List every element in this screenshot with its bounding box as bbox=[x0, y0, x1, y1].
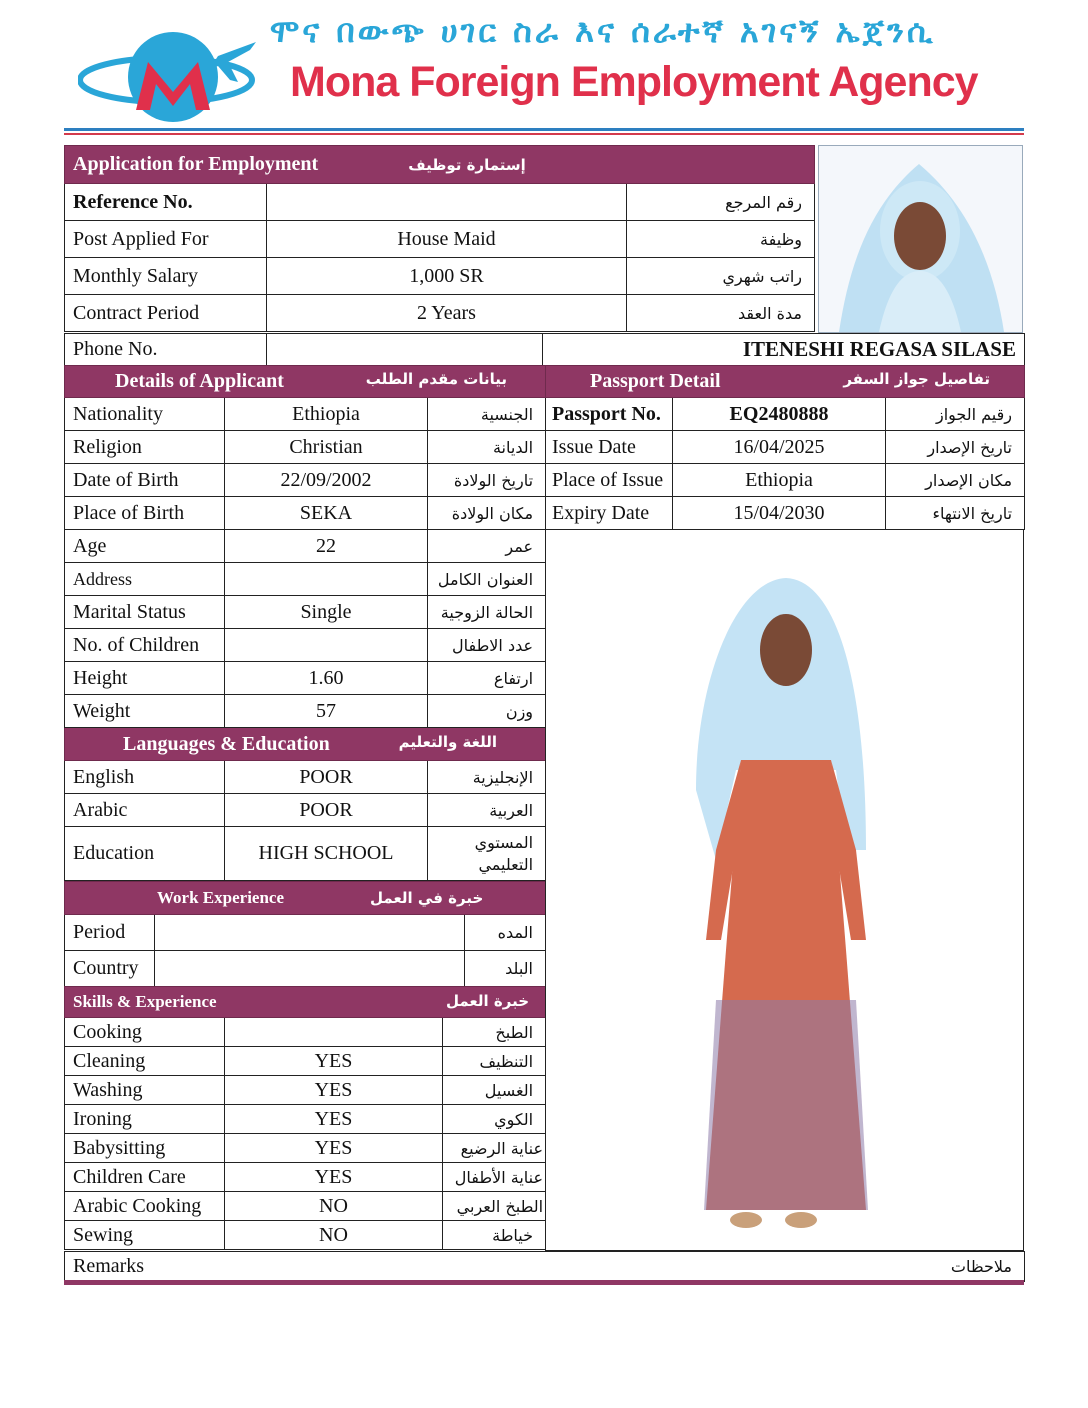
row-label: Address bbox=[65, 563, 225, 596]
table-row bbox=[65, 951, 546, 987]
row-value: YES bbox=[225, 1105, 443, 1134]
row-value: 2 Years bbox=[267, 295, 627, 332]
table-row bbox=[65, 695, 546, 728]
row-label-ar: عناية الرضيع bbox=[443, 1134, 546, 1163]
row-label: Monthly Salary bbox=[65, 258, 267, 295]
row-value: Single bbox=[225, 596, 428, 629]
phone-value bbox=[267, 334, 543, 366]
row-value bbox=[155, 951, 465, 987]
row-value: 57 bbox=[225, 695, 428, 728]
row-label-ar: الحالة الزوجية bbox=[428, 596, 546, 629]
table-row bbox=[65, 1221, 546, 1250]
row-label: English bbox=[65, 761, 225, 794]
phone-row bbox=[64, 333, 1025, 366]
skills-title-ar: خبرة العمل bbox=[445, 992, 530, 1010]
agency-logo bbox=[78, 22, 260, 127]
row-label: Place of Issue bbox=[546, 464, 673, 497]
row-label-ar: مدة العقد bbox=[627, 295, 815, 332]
skills-header bbox=[65, 987, 546, 1018]
row-label-ar: وزن bbox=[428, 695, 546, 728]
row-label-ar: راتب شهري bbox=[627, 258, 815, 295]
table-row bbox=[546, 497, 1025, 530]
row-label-ar: مكان الولادة bbox=[428, 497, 546, 530]
row-value bbox=[225, 563, 428, 596]
table-row bbox=[65, 915, 546, 951]
row-label-ar: عمر bbox=[428, 530, 546, 563]
application-title-ar: إستمارة توظيف bbox=[408, 156, 526, 174]
skills-table bbox=[64, 986, 546, 1250]
row-label-ar: تاريخ الإصدار bbox=[886, 431, 1025, 464]
table-row bbox=[65, 1163, 546, 1192]
passport-table bbox=[545, 365, 1025, 530]
row-label: Issue Date bbox=[546, 431, 673, 464]
table-row bbox=[65, 761, 546, 794]
row-label-ar: تاريخ الولادة bbox=[428, 464, 546, 497]
row-label: Passport No. bbox=[546, 398, 673, 431]
row-label-ar: عدد الاطفال bbox=[428, 629, 546, 662]
row-label: Marital Status bbox=[65, 596, 225, 629]
table-row bbox=[65, 662, 546, 695]
row-label: Sewing bbox=[65, 1221, 225, 1250]
row-label: Reference No. bbox=[65, 184, 267, 221]
row-label-ar: وظيفة bbox=[627, 221, 815, 258]
full-body-photo bbox=[545, 530, 1024, 1251]
row-label: Arabic Cooking bbox=[65, 1192, 225, 1221]
languages-title: Languages & Education bbox=[123, 732, 330, 755]
row-label: Ironing bbox=[65, 1105, 225, 1134]
row-label: Country bbox=[65, 951, 155, 987]
applicant-name: ITENESHI REGASA SILASE bbox=[543, 334, 1025, 366]
headshot-photo bbox=[818, 145, 1023, 333]
row-label: Babysitting bbox=[65, 1134, 225, 1163]
row-label: Cooking bbox=[65, 1018, 225, 1047]
row-label-ar: الديانة bbox=[428, 431, 546, 464]
row-value: SEKA bbox=[225, 497, 428, 530]
table-row bbox=[65, 1047, 546, 1076]
table-row bbox=[65, 1105, 546, 1134]
details-table bbox=[64, 365, 546, 881]
table-row bbox=[65, 794, 546, 827]
table-row bbox=[65, 398, 546, 431]
row-label-ar: خياطة bbox=[443, 1221, 546, 1250]
row-label: Children Care bbox=[65, 1163, 225, 1192]
table-row bbox=[65, 563, 546, 596]
row-value: 1.60 bbox=[225, 662, 428, 695]
languages-title-ar: اللغة والتعليم bbox=[398, 732, 498, 751]
passport-header bbox=[546, 366, 1025, 398]
row-label-ar: العربية bbox=[428, 794, 546, 827]
skills-title: Skills & Experience bbox=[73, 992, 217, 1011]
row-value: NO bbox=[225, 1221, 443, 1250]
work-title-ar: خبرة في العمل bbox=[370, 889, 484, 907]
row-label: Post Applied For bbox=[65, 221, 267, 258]
remarks-label-ar: ملاحظات bbox=[545, 1252, 1025, 1282]
row-label-ar: الغسيل bbox=[443, 1076, 546, 1105]
agency-name-amharic: ሞና በውጭ ሀገር ስራ እና ሰራተኛ አገናኝ ኤጀንሲ bbox=[270, 12, 936, 50]
row-value: House Maid bbox=[267, 221, 627, 258]
row-label-ar: الطبخ bbox=[443, 1018, 546, 1047]
phone-label: Phone No. bbox=[65, 334, 267, 366]
row-label-ar: المده bbox=[465, 915, 546, 951]
row-label: Height bbox=[65, 662, 225, 695]
row-value bbox=[267, 184, 627, 221]
work-table bbox=[64, 881, 546, 987]
row-label-ar: الجنسية bbox=[428, 398, 546, 431]
details-title-ar: بيانات مقدم الطلب bbox=[365, 370, 508, 388]
header-divider-red bbox=[64, 133, 1024, 135]
row-label-ar: رقيم الجواز bbox=[886, 398, 1025, 431]
application-header bbox=[65, 146, 815, 184]
row-value: Ethiopia bbox=[673, 464, 886, 497]
row-label: Washing bbox=[65, 1076, 225, 1105]
row-label: Date of Birth bbox=[65, 464, 225, 497]
row-label-ar: المستوي التعليمي bbox=[428, 827, 546, 881]
table-row bbox=[546, 431, 1025, 464]
row-label-ar: الكوي bbox=[443, 1105, 546, 1134]
row-label: Expiry Date bbox=[546, 497, 673, 530]
table-row bbox=[65, 258, 815, 295]
row-label: No. of Children bbox=[65, 629, 225, 662]
application-table bbox=[64, 145, 815, 332]
footer-divider bbox=[64, 1280, 1024, 1285]
table-row bbox=[65, 497, 546, 530]
table-row bbox=[65, 295, 815, 332]
table-row bbox=[65, 184, 815, 221]
row-value bbox=[155, 915, 465, 951]
table-row bbox=[65, 530, 546, 563]
headshot-image bbox=[819, 146, 1022, 332]
table-row bbox=[546, 398, 1025, 431]
row-value: Christian bbox=[225, 431, 428, 464]
full-body-image bbox=[546, 530, 1023, 1250]
row-label: Period bbox=[65, 915, 155, 951]
row-label-ar: ارتفاع bbox=[428, 662, 546, 695]
agency-name: Mona Foreign Employment Agency bbox=[290, 58, 978, 106]
row-value: YES bbox=[225, 1163, 443, 1192]
table-row bbox=[65, 1018, 546, 1047]
table-row bbox=[65, 629, 546, 662]
row-label: Weight bbox=[65, 695, 225, 728]
row-value: YES bbox=[225, 1076, 443, 1105]
remarks-label: Remarks bbox=[65, 1252, 545, 1282]
row-label: Arabic bbox=[65, 794, 225, 827]
row-value bbox=[225, 629, 428, 662]
remarks-row bbox=[64, 1251, 1025, 1282]
row-value: YES bbox=[225, 1047, 443, 1076]
table-row bbox=[546, 464, 1025, 497]
row-label-ar: رقم المرجع bbox=[627, 184, 815, 221]
row-label: Contract Period bbox=[65, 295, 267, 332]
header-divider bbox=[64, 128, 1024, 131]
work-title: Work Experience bbox=[157, 888, 285, 907]
row-label: Place of Birth bbox=[65, 497, 225, 530]
row-label: Age bbox=[65, 530, 225, 563]
row-label-ar: البلد bbox=[465, 951, 546, 987]
application-title: Application for Employment bbox=[73, 153, 319, 175]
row-label-ar: الإنجليزية bbox=[428, 761, 546, 794]
row-value: 1,000 SR bbox=[267, 258, 627, 295]
row-label-ar: مكان الإصدار bbox=[886, 464, 1025, 497]
row-value bbox=[225, 1018, 443, 1047]
table-row bbox=[65, 221, 815, 258]
table-row bbox=[65, 1076, 546, 1105]
row-value: 16/04/2025 bbox=[673, 431, 886, 464]
table-row bbox=[65, 1134, 546, 1163]
table-row bbox=[65, 827, 546, 881]
table-row bbox=[65, 596, 546, 629]
row-label: Cleaning bbox=[65, 1047, 225, 1076]
row-value: POOR bbox=[225, 761, 428, 794]
row-value: 22/09/2002 bbox=[225, 464, 428, 497]
row-value: Ethiopia bbox=[225, 398, 428, 431]
row-value: YES bbox=[225, 1134, 443, 1163]
passport-number: EQ2480888 bbox=[673, 398, 886, 431]
work-header bbox=[65, 882, 546, 915]
row-value: HIGH SCHOOL bbox=[225, 827, 428, 881]
row-label-ar: عناية الأطفال bbox=[443, 1163, 546, 1192]
row-value: NO bbox=[225, 1192, 443, 1221]
row-label: Religion bbox=[65, 431, 225, 464]
table-row bbox=[65, 431, 546, 464]
row-label-ar: تاريخ الانتهاء bbox=[886, 497, 1025, 530]
row-label-ar: العنوان الكامل bbox=[428, 563, 546, 596]
row-value: 22 bbox=[225, 530, 428, 563]
details-title: Details of Applicant bbox=[115, 370, 284, 392]
row-label-ar: التنظيف bbox=[443, 1047, 546, 1076]
row-value: 15/04/2030 bbox=[673, 497, 886, 530]
row-value: POOR bbox=[225, 794, 428, 827]
row-label: Nationality bbox=[65, 398, 225, 431]
row-label-ar: الطبخ العربي bbox=[443, 1192, 546, 1221]
passport-title-ar: تفاصيل جواز السفر bbox=[843, 370, 991, 388]
table-row bbox=[65, 1192, 546, 1221]
languages-header bbox=[65, 728, 546, 761]
details-header bbox=[65, 366, 546, 398]
row-label: Education bbox=[65, 827, 225, 881]
passport-title: Passport Detail bbox=[590, 370, 721, 392]
table-row bbox=[65, 464, 546, 497]
